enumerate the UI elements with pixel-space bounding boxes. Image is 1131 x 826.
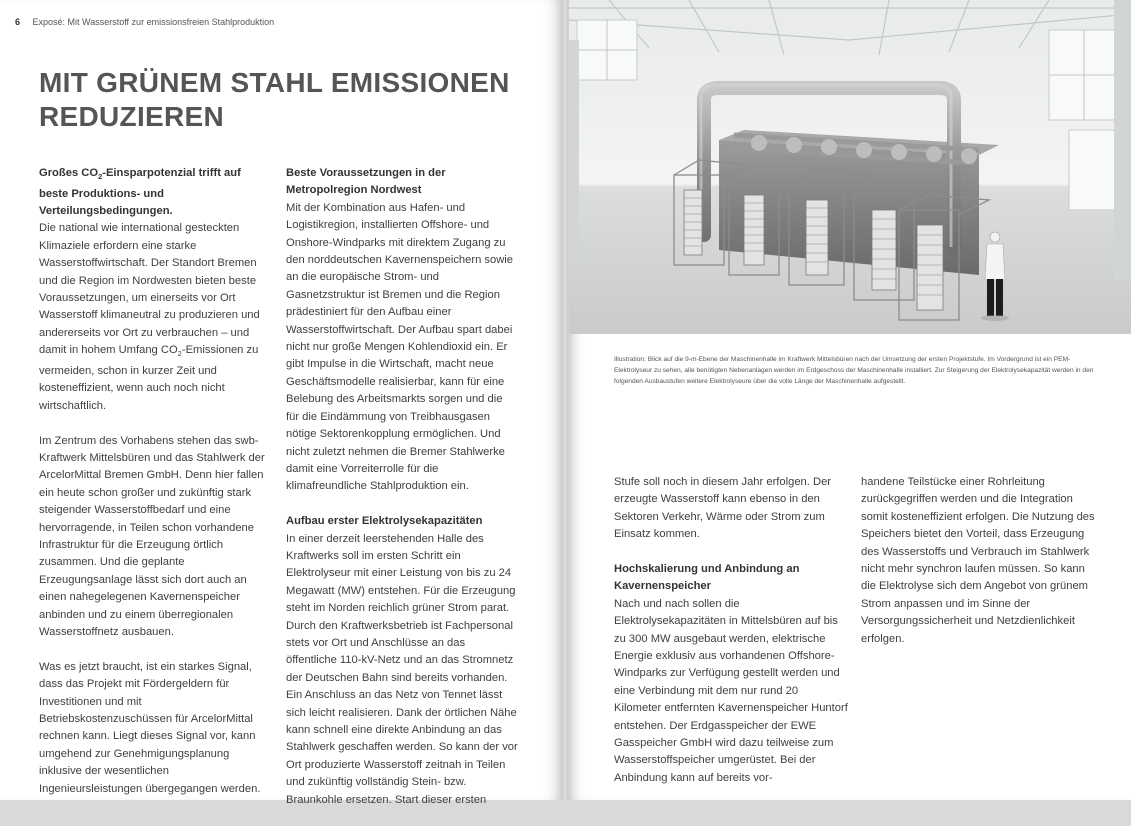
title-line-2: REDUZIEREN bbox=[39, 101, 225, 132]
left-page bbox=[0, 0, 563, 806]
paragraph: Die national wie international gesteckten Klimaziele erfordern eine starke Wasserstoffwirtschaft. Der Standort Bremen und die Region im Nordwesten bieten beste Voraussetzungen, um einerseits vor Ort Wasserstoff klimaneutral zu produzieren und andererseits vor Ort zu verbrauchen – und damit in hohem Umfang $CO_2$-Emissionen zu vermeiden, schon in kurzer Zeit und kosteneffizient, wenn auch noch nicht wirtschaftlich. bbox=[39, 222, 260, 412]
paragraph: In einer derzeit leerstehenden Halle des Kraftwerks soll im ersten Schritt ein Elektrolyseur mit einer Leistung von bis zu 24 Megawatt (MW) entstehen. Für die Erzeugung steht im Norden reichlich grüner Strom parat. Durch den Kraftwerksbetrieb ist Fachpersonal stets vor Ort und Anschlüsse an das öffentliche 110-kV-Netz und an das Stromnetz der Deutschen Bahn sind bereits vorhanden. Ein Anschluss an das Netz von Tennet lässt sich leicht realisieren. Dank der örtlichen Nähe kann schnell eine direkte Anbindung an das Stahlwerk geschaffen werden. So kann der vor Ort produzierte Wasserstoff zeitnah in Teilen und zukünftig vollständig Stein- bzw. Braunkohle ersetzen. Start dieser ersten bbox=[286, 532, 518, 806]
paragraph: Mit der Kombination aus Hafen- und Logistikregion, installierten Offshore- und Onshore-Windparks mit direktem Zugang zu den norddeutschen Kavernenspeichern sowie an die europäische Strom- und Gasnetzstruktur ist Bremen und die Region prädestiniert für den Aufbau einer Wasserstoffwirtschaft. Der Aufbau spart dabei nicht nur große Mengen Kohlendioxid ein. Er gibt Impulse in die Wirtschaft, macht neue Geschäftsmodelle realisierbar, kann für eine Belebung des Arbeitsmarkts sorgen und die für die Eindämmung von Treibhausgasen nötige Sektorenkopplung ermöglichen. Und nicht zuletzt nehmen die Bremer Stahlwerke damit eine Vorreiterrolle für die klimafreundliche Stahlproduktion ein. bbox=[286, 201, 514, 493]
running-title: Exposé: Mit Wasserstoff zur emissionsfreien Stahlproduktion bbox=[32, 17, 275, 27]
text-column-2 bbox=[286, 165, 518, 826]
paragraph: Im Zentrum des Vorhabens stehen das swb-Kraftwerk Mittelsbüren und das Stahlwerk der ArcelorMittal Bremen GmbH. Denn hier fallen ein heute schon großer und zukünftig stark steigender Wasserstoffbedarf und eine hervorragende, in Teilen schon vorhandene Infrastruktur für die Erzeugung örtlich zusammen. Und die geplante Erzeugungsanlage lässt sich dort auch an einen nahegelegenen Kavernenspeicher anbinden und zu einem überregionalen Wasserstoffnetz ausbauen. bbox=[39, 434, 265, 639]
paragraph: Nach und nach sollen die Elektrolysekapazitäten in Mittelsbüren auf bis zu 300 MW ausgebaut werden, elektrische Energie exklusiv aus vorhandenen Offshore-Windparks zur Verfügung gestellt werden und eine Verbindung mit dem nur rund 20 Kilometer entfernten Kavernenspeicher Huntorf entstehen. Der Erdgasspeicher der EWE Gasspeicher GmbH wird dazu teilweise zum Wasserstoffspeicher umgerüstet. Bei der Anbindung kann auf bereits vor- bbox=[614, 597, 848, 784]
section-heading-hochskalierung: Hochskalierung und Anbindung an Kavernenspeicher bbox=[614, 563, 800, 593]
page-title bbox=[39, 66, 539, 134]
paragraph: Stufe soll noch in diesem Jahr erfolgen. Der erzeugte Wasserstoff kann ebenso in den Sektoren Verkehr, Wärme oder Strom zum Einsatz kommen. bbox=[614, 476, 832, 541]
illustration-caption: Illustration: Blick auf die 9-m-Ebene der Maschinenhalle im Kraftwerk Mittelsbüren nach der Umsetzung der ersten Projektstufe. Im Vordergrund ist ein PEM-Elektrolyseur zu sehen, alle benötigten Nebenanlagen werden im Erdgeschoss der Maschinenhalle installiert. Zur Steigerung der Elektrolysekapazität werden in den folgenden Ausbaustufen weitere Elektrolyseure über die volle Länge der Maschinenhalle aufgestellt. bbox=[614, 356, 1094, 385]
text-column-1 bbox=[39, 165, 271, 815]
paragraph: handene Teilstücke einer Rohrleitung zurückgegriffen werden und die Integration somit kosteneffizient erfolgen. Die Nutzung des Speichers bietet den Vorteil, dass Erzeugung des Wasserstoffs und Verbrauch im Stahlwerk nicht mehr synchron laufen müssen. So kann die Elektrolyse sich dem Angebot von grünem Strom anpassen und im Sinne der Versorgungssicherheit und Netzdienlichkeit erfolgen. bbox=[861, 476, 1095, 645]
text-column-4 bbox=[861, 474, 1095, 665]
page-header bbox=[15, 17, 274, 27]
text-column-3 bbox=[614, 474, 848, 805]
electrolyser-hall-illustration bbox=[569, 0, 1131, 334]
title-line-1: MIT GRÜNEM STAHL EMISSIONEN bbox=[39, 67, 510, 98]
page-number: 6 bbox=[15, 17, 21, 27]
paragraph: Was es jetzt braucht, ist ein starkes Signal, dass das Projekt mit Fördergeldern für Investitionen und mit Betriebskostenzuschüssen für ArcelorMittal rechnen kann. Liegt dieses Signal vor, kann umgehend zur Genehmigungsplanung inklusive der wesentlichen Ingenieursleistungen übergegangen werden. bbox=[39, 660, 261, 795]
section-heading-co2: Großes $CO_2$-Einsparpotenzial trifft auf beste Produktions- und Verteilungsbedingungen. bbox=[39, 167, 241, 218]
section-heading-aufbau: Aufbau erster Elektrolysekapazitäten bbox=[286, 515, 483, 528]
section-heading-voraussetzungen: Beste Voraussetzungen in der Metropolregion Nordwest bbox=[286, 167, 446, 197]
